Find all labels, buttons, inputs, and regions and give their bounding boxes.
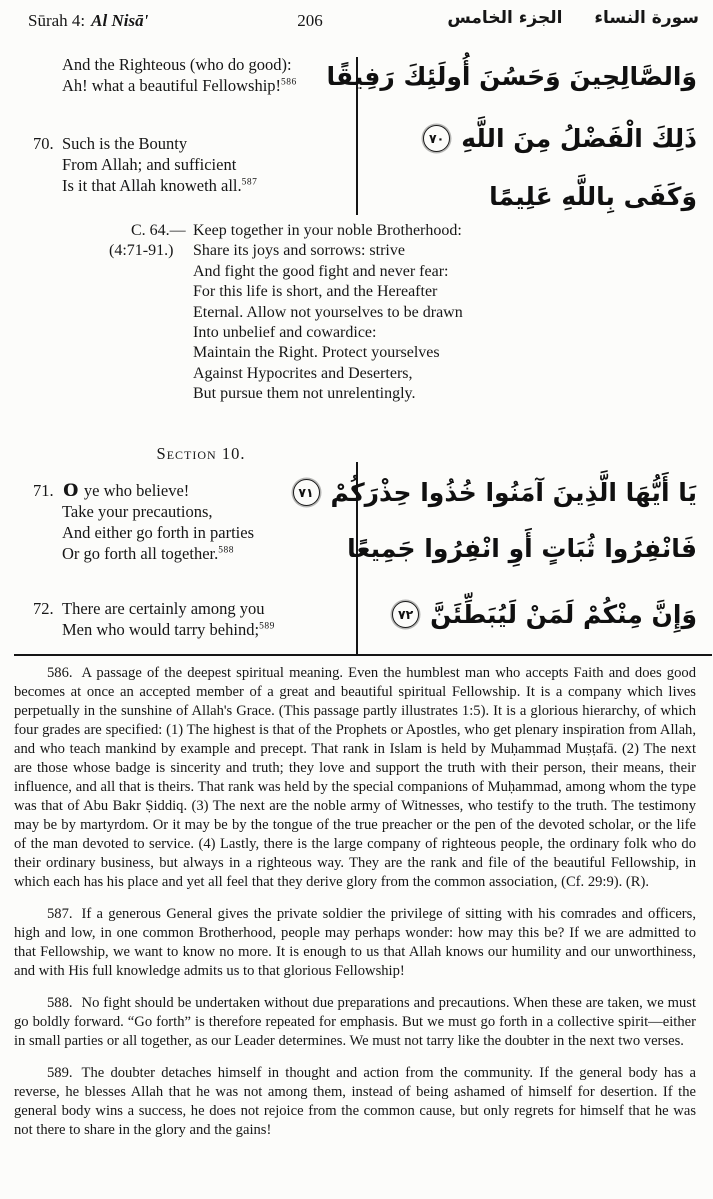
arabic-text: ذَلِكَ الْفَضْلُ مِنَ اللَّهِ — [461, 124, 697, 153]
verse-line: Is it that Allah knoweth all.$^{587}$ — [62, 176, 258, 195]
commentary-line: For this life is short, and the Hereafter — [193, 283, 438, 301]
verse-70-number: 70. — [33, 134, 54, 153]
arabic-text: وَإِنَّ مِنْكُمْ لَمَنْ لَيُبَطِّئَنَّ — [430, 600, 697, 629]
footnote-ref-588: 588 — [218, 545, 235, 556]
arabic-juz-title: الجزء الخامس — [447, 8, 563, 28]
commentary-line: Against Hypocrites and Deserters, — [193, 364, 413, 382]
verse-line: And either go forth in parties — [62, 523, 254, 542]
footnote-divider-rule — [14, 654, 712, 656]
footnote-number: 589. — [47, 1065, 73, 1081]
commentary-line: Maintain the Right. Protect yourselves — [193, 344, 440, 362]
commentary-label: C. 64.— — [131, 222, 186, 239]
verse-line: Such is the Bounty — [62, 134, 188, 153]
arabic-text: وَالصَّالِحِينَ وَحَسُنَ أُولَئِكَ رَفِيقًا — [326, 62, 697, 91]
verse-71-number: 71. — [33, 481, 54, 500]
footnote-text: If a generous General gives the private soldier the privilege of sitting with his comrades and officers, high and low, in one common Brotherhood, people may perhaps wonder: how may this be? If we are admitted to that Fellowship, we want to know no more. It is enough to us that Allah knows our humility and our unworthiness, and with His full knowledge admits us to that glorious Fellowship! — [14, 906, 696, 979]
verse-69-continuation — [62, 54, 297, 96]
footnote-589 — [14, 1064, 696, 1140]
surah-name: Al Nisā' — [91, 11, 149, 30]
commentary-verse-range: (4:71-91.) — [109, 242, 174, 259]
arabic-verse-72-line-1 — [392, 600, 697, 629]
arabic-verse-70-line-1 — [423, 124, 697, 153]
page-header-left — [28, 11, 148, 31]
verse-71-medallion: ٧١ — [293, 479, 320, 506]
verse-line: Men who would tarry behind;$^{589}$ — [62, 620, 275, 639]
verse-70 — [33, 133, 258, 196]
arabic-verse-70-line-2 — [489, 182, 697, 211]
footnote-ref-589: 589 — [259, 621, 275, 632]
commentary-line: And fight the good fight and never fear: — [193, 262, 449, 280]
page-number: 206 — [297, 11, 323, 30]
footnote-number: 587. — [47, 906, 73, 922]
verse-line: Or go forth all together.$^{588}$ — [62, 544, 235, 563]
footnote-number: 588. — [47, 995, 73, 1011]
footnote-text: The doubter detaches himself in thought and action from the community. If the general body has a reverse, he blesses Allah that he was not among them, instead of being ashamed of himself for desertion. If the general body wins a success, he does not rejoice from the common cause, but only regrets for himself that he was not there to share in the glory and the gains! — [14, 1065, 696, 1138]
commentary-c64 — [109, 221, 463, 405]
footnotes-section — [14, 664, 696, 1153]
verse-line: Ah! what a beautiful Fellowship!$^{586}$ — [62, 76, 297, 95]
arabic-verse-69-continuation — [326, 62, 697, 91]
verse-71 — [33, 480, 254, 564]
arabic-verse-71-line-1 — [293, 478, 697, 507]
footnote-number: 586. — [47, 665, 73, 681]
arabic-text: وَكَفَى بِاللَّهِ عَلِيمًا — [489, 182, 697, 211]
page-header-arabic — [447, 8, 699, 28]
commentary-line: Eternal. Allow not yourselves to be drawn — [193, 303, 463, 321]
verse-line: There are certainly among you — [62, 599, 265, 618]
footnote-587 — [14, 905, 696, 981]
verse-70-medallion: ٧٠ — [423, 125, 450, 152]
verse-line: Take your precautions, — [62, 502, 213, 521]
footnote-text: A passage of the deepest spiritual meaning. Even the humblest man who accepts Faith and does good becomes at once an accepted member of a great and beautiful spiritual Fellowship. It is a company which lives perpetually in the sunshine of Allah's Grace. (This passage partly illustrates 1:5). It is a glorious hierarchy, of which four grades are specified: (1) The highest is that of the Prophets or Apostles, who get plenary inspiration from Allah, and who teach mankind by example and precept. That rank in Islam is held by Muḥammad Muṣṭafā. (2) The next are those whose badge is sincerity and truth; they love and support the truth with their person, their means, their influence, and all that is theirs. That rank was held by the special companions of Muḥammad, among whom the type was that of Abu Bakr Ṣiddiq. (3) The next are the noble army of Witnesses, who testify to the truth. The testimony may be by martyrdom. Or it may be by the tongue of the true preacher or the pen of the devoted scholar, or the life of the man devoted to service. (4) Lastly, there is the large company of righteous people, the ordinary folk who do their ordinary business, but always in a righteous way. They are the rank and file of the beautiful Fellowship, in which each has his place and yet all feel that they derive glory from the common association, (Cf. 29:9). (R). — [14, 665, 696, 890]
commentary-line: Into unbelief and cowardice: — [193, 324, 377, 342]
verse-72 — [33, 598, 275, 640]
verse-line: From Allah; and sufficient — [62, 155, 237, 174]
commentary-line: But pursue them not unrelentingly. — [193, 385, 416, 403]
arabic-text: يَا أَيُّهَا الَّذِينَ آمَنُوا خُذُوا حِذْرَكُمْ — [330, 478, 697, 507]
verse-line: And the Righteous (who do good): — [62, 55, 292, 74]
commentary-line: Keep together in your noble Brotherhood: — [193, 222, 462, 239]
footnote-586 — [14, 664, 696, 892]
arabic-surah-title: سورة النساء — [594, 8, 699, 28]
surah-label: Sūrah 4: — [28, 11, 86, 30]
verse-72-medallion: ٧٢ — [392, 601, 419, 628]
footnote-ref-586: 586 — [281, 77, 297, 88]
footnote-text: No fight should be undertaken without due preparations and precautions. When these are taken, we must go boldly forward. “Go forth” is therefore repeated for emphasis. But we must go forth in a collective spirit—either in small parties or all together, as our Leader determines. We must not tarry like the doubter in the next two verses. — [14, 995, 696, 1049]
footnote-ref-587: 587 — [241, 177, 258, 188]
verse-line: O ye who believe! — [63, 480, 190, 501]
ornate-initial-o: O — [63, 480, 79, 501]
verse-72-number: 72. — [33, 599, 54, 618]
arabic-verse-71-line-2 — [347, 534, 697, 563]
section-heading: Section 10. — [156, 444, 246, 463]
footnote-588 — [14, 994, 696, 1051]
arabic-text: فَانْفِرُوا ثُبَاتٍ أَوِ انْفِرُوا جَمِيعًا — [347, 534, 697, 563]
commentary-line: Share its joys and sorrows: strive — [193, 242, 405, 260]
